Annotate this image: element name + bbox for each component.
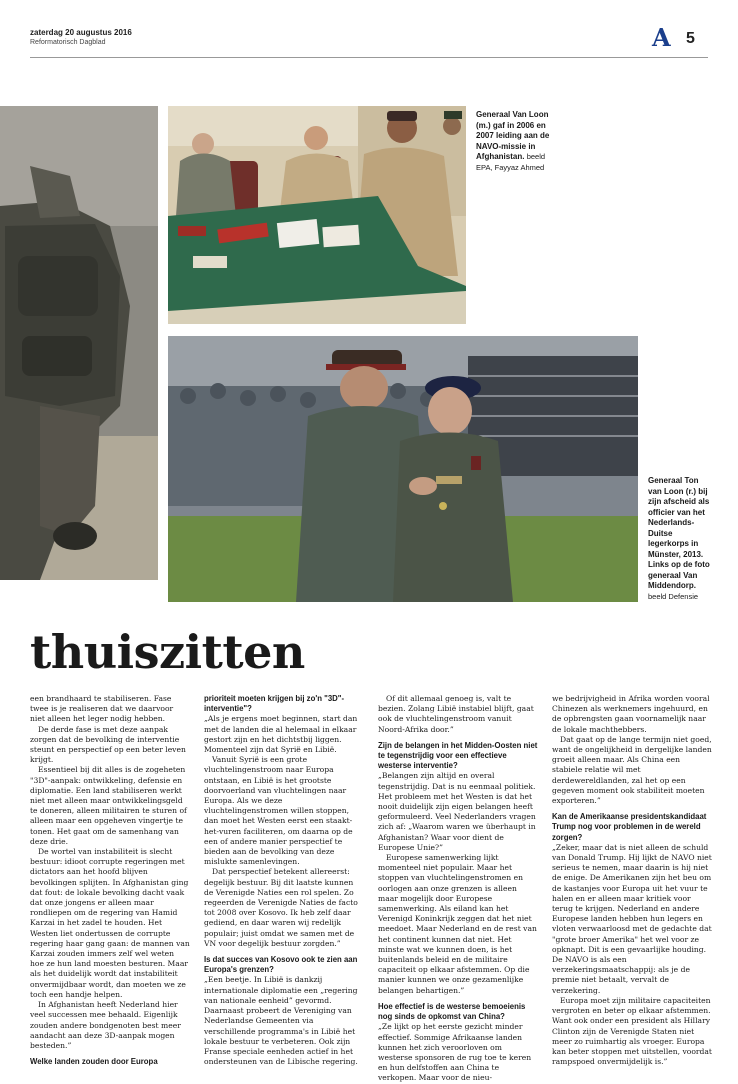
article-paragraph: Of dit allemaal genoeg is, valt te bezien. Zolang Libië instabiel blijft, gaat ook de vluchtelingenstroom vanuit Noord-Afrika door.”	[378, 694, 534, 734]
headline: thuiszitten	[30, 625, 305, 679]
soldier-photo	[0, 106, 158, 580]
article-column-4	[552, 694, 712, 1067]
article-paragraph: „Een beetje. In Libië is dankzij internationale diplomatie een „regering van nationale eenheid” gevormd. Daarnaast probeert de Vereniging van Nederlandse Gemeenten via verschillende programma's in Libië het lokale bestuur te verbeteren. Ook zijn Franse speciale eenheden actief in het ondersteunen van de Libische regering.	[204, 975, 358, 1067]
header-divider	[30, 57, 708, 58]
article-paragraph: Essentieel bij dit alles is de zogeheten "3D"-aanpak: ontwikkeling, defensie en diplomatie. Een land stabiliseren werkt niet met alleen maar ontwikkelingsgeld te doneren, alleen militairen te sturen of alleen maar een opgeheven vingertje te tonen. Het gaat om de samenhang van deze drie.	[30, 765, 187, 846]
photo-credit: beeld Defensie	[648, 591, 699, 601]
article-paragraph: „Ze lijkt op het eerste gezicht minder effectief. Sommige Afrikaanse landen kunnen het zich veroorloven om westerse sponsoren de rug toe te keren en hun delfstoffen aan China te verkopen. Maar voor de nieu-	[378, 1022, 532, 1083]
article-paragraph: In Afghanistan heeft Nederland hier veel successen mee behaald. Eigenlijk zouden andere bondgenoten best meer aandacht aan deze 3D-aanpak mogen besteden.”	[30, 1000, 181, 1050]
article-paragraph: Europa moet zijn militaire capaciteiten vergroten en beter op elkaar afstemmen. Want ook onder een president als Hillary Clinton zijn de Verenigde Staten niet meer zo ruimhartig als vroeger. Europa kan beter stoppen met uitstellen, voordat rampspoed onvermijdelijk is.”	[552, 995, 712, 1067]
article-paragraph: Vanuit Syrië is een grote vluchtelingenstroom naar Europa ontstaan, en Libië is het grootste doorvoerland van vluchtelingen naar Europa. Als we deze vluchtelingenstromen willen stoppen, dan moet het Westen eerst een staakt-het-vuren faciliteren, om daarna op de een of andere manier perspectief te bieden aan de bevolking van deze mislukte samenlevingen.	[204, 755, 353, 867]
article-paragraph: een brandhaard te stabiliseren. Fase twee is je realiseren dat we daarvoor niet alleen het leger nodig hebben.	[30, 694, 174, 724]
article-paragraph: De derde fase is met deze aanpak zorgen dat de bevolking de interventie steunt en perspectief op een beter leven krijgt.	[30, 724, 186, 765]
page-number: 5	[686, 30, 695, 47]
meeting-photo	[168, 106, 466, 324]
newspaper-name: Reformatorisch Dagblad	[30, 39, 106, 46]
interview-question: Hoe effectief is de westerse bemoeienis nog sinds de opkomst van China?	[378, 1001, 526, 1022]
caption-text: Generaal Ton van Loon (r.) bij zijn afscheid als officier van het Nederlands-Duitse legerkorps in Münster, 2013. Links op de foto generaal Van Middendorp.	[648, 476, 710, 590]
article-paragraph: „Belangen zijn altijd en overal tegenstrijdig. Dat is nu eenmaal politiek. Het probleem met het Westen is dat het nooit duidelijk zijn eigen belangen heeft geformuleerd. Veel Nederlanders vragen zich af: „Waarom waren we überhaupt in Afghanistan? Waar voor dient de Europese Unie?”	[378, 771, 536, 852]
article-column-2	[204, 694, 364, 1067]
article-paragraph: Europese samenwerking lijkt momenteel niet populair. Maar het stoppen van vluchtelingenstromen en oorlogen aan onze grenzen is alleen maar mogelijk door Europese samenwerking. Als eiland kan het Verenigd Koninkrijk zeggen dat het niet meedoet. Maar Nederland en de rest van het continent kunnen dat niet. Het minste wat we kunnen doen, is het buitenlands beleid en de militaire capaciteit op elkaar afstemmen. Op die manier kunnen we onze gezamenlijke belangen behartigen.”	[378, 853, 537, 995]
ceremony-photo	[168, 336, 638, 602]
article-paragraph: De wortel van instabiliteit is slecht bestuur: idioot corrupte regeringen met dictators aan het hoofd blijven bevolkingen splijten. In Afghanistan ging dat fout: de lokale bevolking dacht vaak dat onze jongens er alleen maar rondliepen om de regering van Hamid Karzai in het zadel te houden. Het Westen liet ondertussen de corrupte regering haar gang gaan: de mannen van Karzai zouden immers zelf wel weten hoe ze hun land moesten besturen. Maar als het duidelijk wordt dat instabiliteit onvermijdbaar wordt, dan moeten we ze toch een handje helpen.	[30, 847, 190, 999]
interview-question: prioriteit moeten krijgen bij zo'n "3D"-interventie"?	[204, 694, 345, 714]
interview-question: Zijn de belangen in het Midden-Oosten niet te tegenstrijdig voor een effectieve westerse interventie?	[378, 740, 538, 771]
meeting-photo-caption	[476, 110, 562, 173]
ceremony-photo-caption	[648, 476, 714, 602]
article-paragraph: Dat perspectief betekent allereerst: degelijk bestuur. Bij dit laatste kunnen de Verenigde Naties een rol spelen. Zo regeerden de Verenigde Naties de facto tot 2008 over Kosovo. Ik heb zelf daar gediend, en daar waren wij redelijk populair; juist omdat we samen met de VN voor degelijk bestuur zorgden.”	[204, 867, 358, 948]
issue-date: zaterdag 20 augustus 2016	[30, 28, 132, 37]
article-column-1	[30, 694, 190, 1067]
interview-question: Kan de Amerikaanse presidentskandidaat Trump nog voor problemen in de wereld zorgen?	[552, 812, 707, 842]
section-letter: A	[652, 23, 671, 52]
article-paragraph: we bedrijvigheid in Afrika worden vooral Chinezen als werknemers ingehuurd, en de opbrengsten gaan voornamelijk naar de lokale machthebbers.	[552, 694, 710, 734]
photo-credit: beeld EPA, Fayyaz Ahmed	[476, 152, 546, 172]
article-paragraph: „Zeker, maar dat is niet alleen de schuld van Donald Trump. Hij lijkt de NAVO niet serieus te nemen, maar daarin is hij niet de enige. De Amerikanen zijn het beu om de kastanjes voor Europa uit het vuur te halen en er alleen maar kritiek voor terug te krijgen. Nederland en andere Europese landen hebben hun legers en vloten verwaarloosd met de gedachte dat "grote broer Amerika" het wel voor ze opknapt. Dit is een gevaarlijke houding. De NAVO is als een verzekeringsmaatschappij: als je de premie niet betaalt, vervalt de verzekering.	[552, 842, 712, 995]
caption-text: Generaal Van Loon (m.) gaf in 2006 en 2007 leiding aan de NAVO-missie in Afghanistan.	[476, 110, 550, 161]
article-paragraph: Dat gaat op de lange termijn niet goed, want de ongelijkheid in dergelijke landen groeit alleen maar. Als China een stabiele relatie wil met derdewereldlanden, zal het op een gegeven moment ook stabiliteit moeten exporteren.”	[552, 734, 712, 806]
article-paragraph: „Als je ergens moet beginnen, start dan met de landen die al helemaal in elkaar gestort zijn en het dichtstbij liggen. Momenteel zijn dat Syrië en Libië.	[204, 714, 358, 755]
article-column-3	[378, 694, 538, 1084]
interview-question: Welke landen zouden door Europa	[30, 1057, 158, 1067]
interview-question: Is dat succes van Kosovo ook te zien aan Europa's grenzen?	[204, 955, 358, 975]
